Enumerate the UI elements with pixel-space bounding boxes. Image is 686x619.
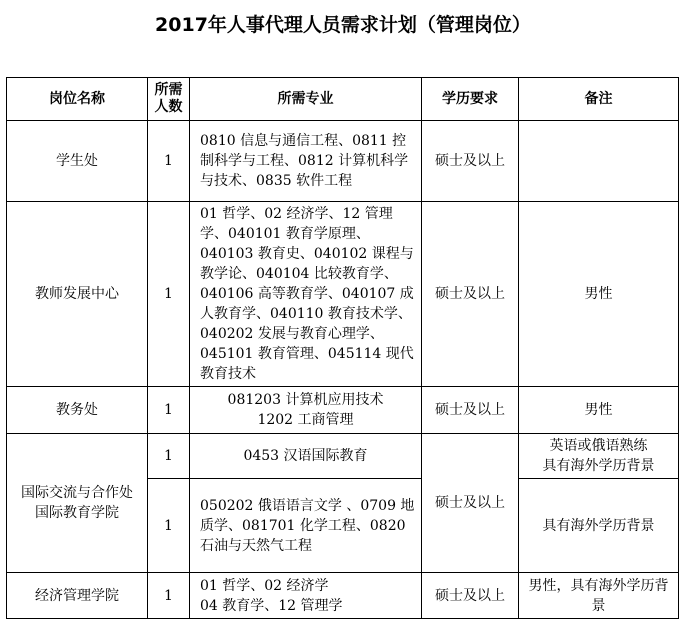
table-row — [7, 573, 679, 619]
remarks-cell — [519, 121, 679, 202]
remarks-cell: 男性，具有海外学历背景 — [519, 573, 679, 619]
education-cell: 硕士及以上 — [422, 573, 519, 619]
requirements-table — [6, 77, 679, 619]
position-cell: 教务处 — [7, 387, 148, 434]
remarks-cell: 具有海外学历背景 — [519, 479, 679, 573]
position-cell: 学生处 — [7, 121, 148, 202]
education-cell: 硕士及以上 — [422, 387, 519, 434]
education-cell: 硕士及以上 — [422, 202, 519, 387]
table-row — [7, 202, 679, 387]
table-header-row — [7, 78, 679, 121]
major-cell: 01 哲学、02 经济学 04 教育学、12 管理学 — [190, 573, 422, 619]
table-row — [7, 387, 679, 434]
major-cell: 050202 俄语语言文学 、0709 地质学、081701 化学工程、0820 石油与天然气工程 — [190, 479, 422, 573]
remarks-cell: 英语或俄语熟练 具有海外学历背景 — [519, 434, 679, 479]
remarks-cell: 男性 — [519, 387, 679, 434]
position-cell: 国际交流与合作处 国际教育学院 — [7, 434, 148, 573]
position-cell: 教师发展中心 — [7, 202, 148, 387]
position-cell: 经济管理学院 — [7, 573, 148, 619]
header-count: 所需人数 — [148, 78, 190, 121]
count-cell: 1 — [148, 479, 190, 573]
count-cell: 1 — [148, 434, 190, 479]
page-title: 2017年人事代理人员需求计划（管理岗位） — [155, 14, 531, 36]
major-cell: 01 哲学、02 经济学、12 管理学、040101 教育学原理、040103 教育史、040102 课程与教学论、040104 比较教育学、040106 高等教育学、040107 成人教育学、040110 教育技术学、040202 发展与教育心理学、045101 教育管理、045114 现代教育技术 — [190, 202, 422, 387]
header-major: 所需专业 — [190, 78, 422, 121]
count-cell: 1 — [148, 573, 190, 619]
count-cell: 1 — [148, 121, 190, 202]
major-cell: 0810 信息与通信工程、0811 控制科学与工程、0812 计算机科学与技术、0835 软件工程 — [190, 121, 422, 202]
count-cell: 1 — [148, 202, 190, 387]
remarks-cell: 男性 — [519, 202, 679, 387]
count-cell: 1 — [148, 387, 190, 434]
major-cell: 0453 汉语国际教育 — [190, 434, 422, 479]
header-education: 学历要求 — [422, 78, 519, 121]
education-cell: 硕士及以上 — [422, 121, 519, 202]
header-position: 岗位名称 — [7, 78, 148, 121]
table-row — [7, 434, 679, 479]
header-remarks: 备注 — [519, 78, 679, 121]
education-cell: 硕士及以上 — [422, 434, 519, 573]
table-row — [7, 121, 679, 202]
major-cell: 081203 计算机应用技术 1202 工商管理 — [190, 387, 422, 434]
